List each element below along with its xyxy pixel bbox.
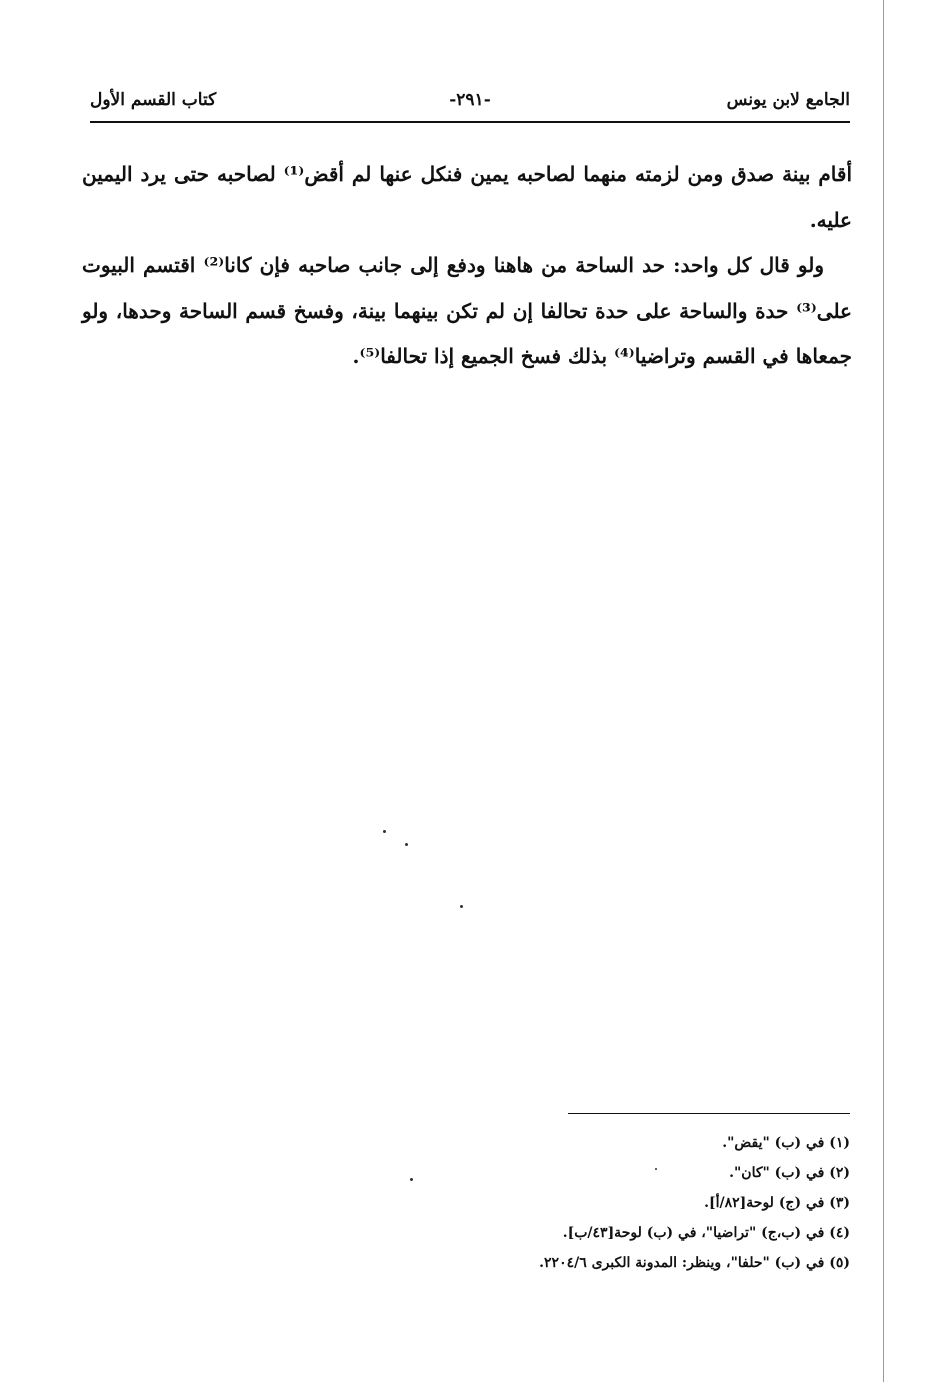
footnote-3: (٣) في (ج) لوحة[٨٢/أ]. xyxy=(704,1195,850,1211)
page-edge-line xyxy=(883,0,884,1382)
header-rule xyxy=(90,121,850,123)
book-title: الجامع لابن يونس xyxy=(726,90,850,110)
scan-speck xyxy=(405,843,408,846)
scan-speck xyxy=(410,1178,413,1181)
footnote-5: (٥) في (ب) "حلفا"، وينظر: المدونة الكبرى ٢٢٠٤/٦. xyxy=(539,1255,850,1271)
paragraph-1: أقام بينة صدق ومن لزمته منهما لصاحبه يمين فنكل عنها لم أقض⁽¹⁾ لصاحبه حتى يرد اليمين عليه. xyxy=(82,162,852,232)
footnote-separator xyxy=(568,1113,850,1114)
footnote-1: (١) في (ب) "يقض". xyxy=(722,1135,850,1151)
section-title: كتاب القسم الأول xyxy=(90,90,217,110)
page-header xyxy=(90,90,850,120)
scan-speck xyxy=(460,905,463,908)
paragraph-2: ولو قال كل واحد: حد الساحة من هاهنا ودفع إلى جانب صاحبه فإن كانا⁽²⁾ اقتسم البيوت على⁽³⁾ حدة والساحة على حدة تحالفا إن لم تكن بينهما بينة، وفسخ قسم الساحة وحدها، ولو جمعاها في القسم وتراضيا⁽⁴⁾ بذلك فسخ الجميع إذا تحالفا⁽⁵⁾. xyxy=(82,253,852,368)
page-number: -٢٩١- xyxy=(449,90,491,110)
footnote-2: (٢) في (ب) "كان". xyxy=(729,1165,850,1181)
main-text xyxy=(82,152,852,380)
footnotes xyxy=(300,1128,850,1278)
scan-speck xyxy=(383,830,386,833)
footnote-4: (٤) في (ب،ج) "تراضيا"، في (ب) لوحة[٤٣/ب]. xyxy=(562,1225,850,1241)
scan-speck xyxy=(655,1168,657,1170)
